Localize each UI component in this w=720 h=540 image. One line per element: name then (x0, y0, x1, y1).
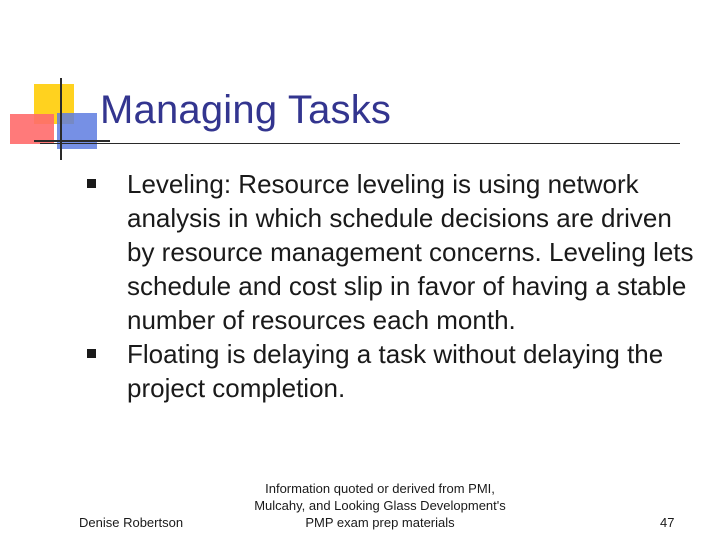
decorative-logo (0, 0, 110, 170)
bullet-item-leveling (85, 167, 705, 337)
page-number: 47 (660, 515, 675, 530)
title-underline (40, 143, 680, 144)
footer-author: Denise Robertson (79, 515, 184, 530)
logo-vertical-line (60, 78, 62, 160)
bullet-text: Floating is delaying a task without delaying the project completion. (127, 339, 664, 403)
bullet-item-floating (85, 337, 705, 405)
bullet-text: Leveling: Resource leveling is using network analysis in which schedule decisions are driven by resource management concerns. Leveling lets schedule and cost slip in favor of having a stable number of resources each month. (127, 169, 694, 335)
logo-horizontal-line (34, 140, 110, 142)
bullet-list (85, 167, 705, 405)
square-bullet-icon (87, 179, 96, 188)
square-bullet-icon (87, 349, 96, 358)
slide-title: Managing Tasks (100, 88, 392, 132)
footer-source-note: Information quoted or derived from PMI, Mulcahy, and Looking Glass Development's PMP exam prep materials (254, 481, 506, 530)
